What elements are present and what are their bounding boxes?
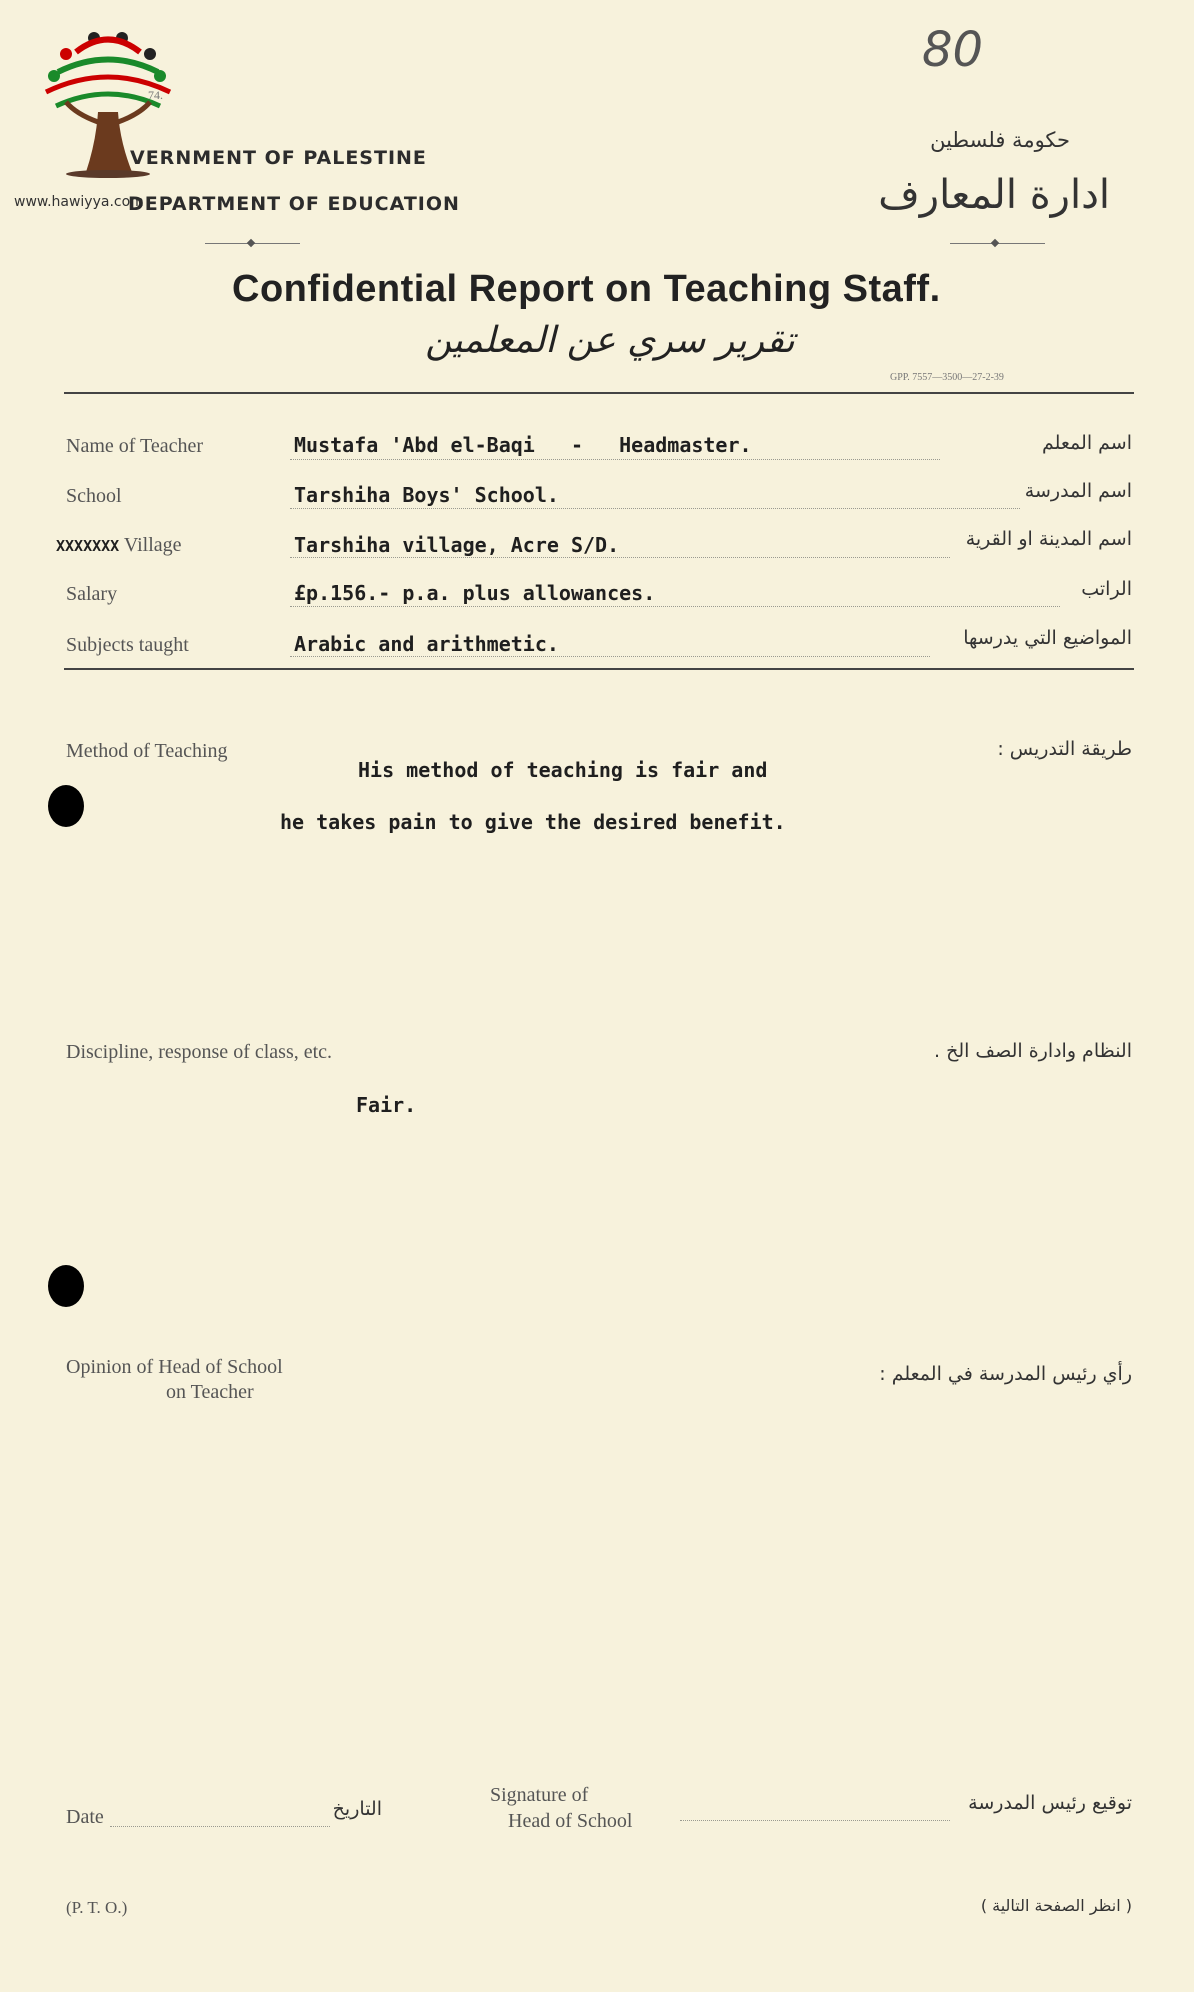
gov-title-en: VERNMENT OF PALESTINE <box>130 147 427 169</box>
pto-ar: ( انظر الصفحة التالية ) <box>980 1896 1132 1915</box>
label-school-en: School <box>66 485 122 507</box>
divider-ornament <box>247 239 255 247</box>
punch-hole <box>48 785 84 827</box>
label-salary-ar: الراتب <box>1081 578 1132 600</box>
pto-en: (P. T. O.) <box>66 1898 128 1917</box>
label-discipline-en: Discipline, response of class, etc. <box>66 1041 333 1063</box>
dept-title-en: DEPARTMENT OF EDUCATION <box>128 193 460 215</box>
label-subjects-ar: المواضيع التي يدرسها <box>963 627 1132 649</box>
page-number: 80 <box>922 22 984 78</box>
value-school: Tarshiha Boys' School. <box>294 483 559 507</box>
value-village: Tarshiha village, Acre S/D. <box>294 533 620 557</box>
divider-ornament <box>991 239 999 247</box>
watermark-url: www.hawiyya.com <box>14 194 144 210</box>
value-salary: £p.156.- p.a. plus allowances. <box>294 581 656 605</box>
bottom-rule <box>64 668 1134 670</box>
discipline-value: Fair. <box>356 1093 417 1117</box>
label-name-en: Name of Teacher <box>66 435 204 457</box>
value-teacher-name: Mustafa 'Abd el-Baqi - Headmaster. <box>294 433 752 457</box>
method-line-2: he takes pain to give the desired benefit. <box>280 810 786 834</box>
label-village-ar: اسم المدينة او القرية <box>965 528 1132 550</box>
dept-title-ar: ادارة المعارف <box>878 172 1110 218</box>
report-title-ar: تقرير سري عن المعلمين <box>425 320 795 361</box>
report-title-en: Confidential Report on Teaching Staff. <box>232 268 941 310</box>
gov-title-ar: حكومة فلسطين <box>930 128 1070 152</box>
label-opinion-en-1: Opinion of Head of School <box>66 1356 283 1378</box>
date-label-ar: التاريخ <box>332 1798 382 1820</box>
label-village-en <box>56 534 182 557</box>
label-method-en: Method of Teaching <box>66 740 228 762</box>
label-salary-en: Salary <box>66 583 118 605</box>
signature-label-en-2: Head of School <box>508 1810 633 1832</box>
punch-hole <box>48 1265 84 1307</box>
print-code: GPP. 7557—3500—27-2-39 <box>890 372 1004 383</box>
struck-label: XXXXXXX <box>56 537 120 555</box>
label-subjects-en: Subjects taught <box>66 634 189 656</box>
label-method-ar: طريقة التدريس : <box>997 738 1132 760</box>
signature-label-ar: توقيع رئيس المدرسة <box>968 1792 1132 1814</box>
top-rule <box>64 392 1134 394</box>
label-discipline-ar: النظام وادارة الصف الخ . <box>933 1040 1132 1062</box>
label-opinion-ar: رأي رئيس المدرسة في المعلم : <box>879 1363 1132 1385</box>
date-label-en: Date <box>66 1806 104 1828</box>
value-subjects: Arabic and arithmetic. <box>294 632 559 656</box>
method-line-1: His method of teaching is fair and <box>358 758 768 782</box>
village-label: Village <box>123 534 182 556</box>
signature-label-en-1: Signature of <box>490 1784 589 1806</box>
top-stamp: 74. <box>148 88 163 102</box>
label-opinion-en-2: on Teacher <box>166 1381 254 1403</box>
label-name-ar: اسم المعلم <box>1041 432 1132 454</box>
label-school-ar: اسم المدرسة <box>1024 480 1132 502</box>
